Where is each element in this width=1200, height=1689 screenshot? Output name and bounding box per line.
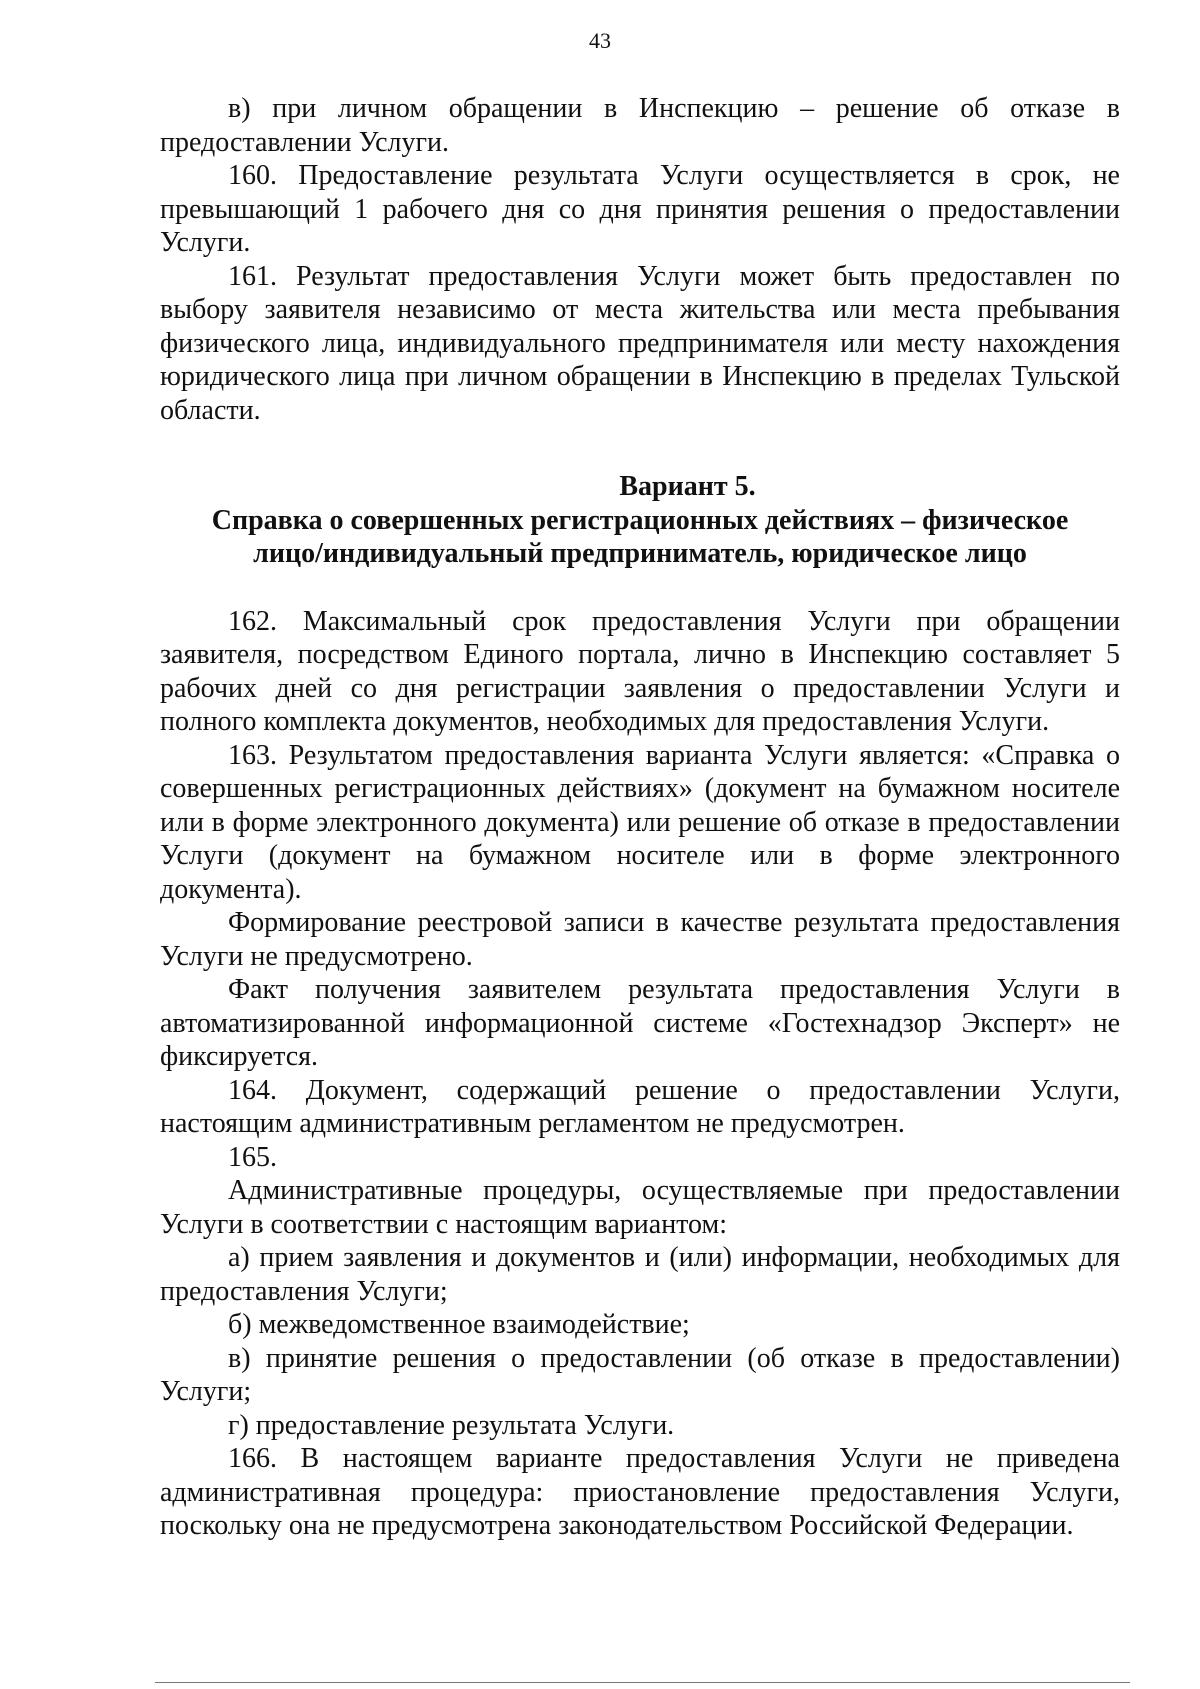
paragraph-160: 160. Предоставление результата Услуги осуществляется в срок, не превышающий 1 рабочего дня со дня принятия решения о предоставлении Услуги. <box>160 160 1120 258</box>
paragraph-164: 164. Документ, содержащий решение о предоставлении Услуги, настоящим административным регламентом не предусмотрен. <box>160 1074 1120 1139</box>
section-subtitle-line-1: Справка о совершенных регистрационных действиях – физическое <box>211 504 1069 536</box>
paragraph-163: 163. Результатом предоставления варианта Услуги является: «Справка о совершенных регистрационных действиях» (документ на бумажном носителе или в форме электронного документа) или решение об отказе в предоставлении Услуги (документ на бумажном носителе или в форме электронного документа). <box>160 739 1120 905</box>
page-number: 43 <box>589 28 611 53</box>
paragraph-166: 166. В настоящем варианте предоставления Услуги не приведена административная процедура: приостановление предоставления Услуги, поскольку она не предусмотрена законодательством Российской Федерации. <box>160 1443 1120 1541</box>
section-title: Вариант 5. <box>619 471 756 502</box>
paragraph-v-inspection: в) при личном обращении в Инспекцию – решение об отказе в предоставлении Услуги. <box>160 93 1120 158</box>
list-item-v: в) принятие решения о предоставлении (об отказе в предоставлении) Услуги; <box>160 1342 1120 1407</box>
section-heading <box>160 470 1120 571</box>
heading-spacer <box>160 571 1120 605</box>
section-subtitle-line-2: лицо/индивидуальный предприниматель, юридическое лицо <box>253 538 1027 569</box>
list-item-a: а) прием заявления и документов и (или) информации, необходимых для предоставления Услуги; <box>160 1242 1120 1307</box>
list-item-b: б) межведомственное взаимодействие; <box>228 1309 690 1340</box>
paragraph-registry: Формирование реестровой записи в качестве результата предоставления Услуги не предусмотрено. <box>160 907 1120 972</box>
paragraph-procedures: Административные процедуры, осуществляемые при предоставлении Услуги в соответствии с настоящим вариантом: <box>160 1175 1120 1240</box>
paragraph-162: 162. Максимальный срок предоставления Услуги при обращении заявителя, посредством Единого портала, лично в Инспекцию составляет 5 рабочих дней со дня регистрации заявления о предоставлении Услуги и полного комплекта документов, необходимых для предоставления Услуги. <box>160 605 1120 737</box>
list-item-g: г) предоставление результата Услуги. <box>228 1409 675 1441</box>
paragraph-165: 165. <box>228 1141 277 1173</box>
footer-rule <box>155 1682 1130 1683</box>
paragraph-161: 161. Результат предоставления Услуги может быть предоставлен по выбору заявителя независимо от места жительства или места пребывания физического лица, индивидуального предпринимателя или месту нахождения юридического лица при личном обращении в Инспекцию в пределах Тульской области. <box>160 260 1120 426</box>
document-body <box>160 92 1120 1543</box>
paragraph-fact: Факт получения заявителем результата предоставления Услуги в автоматизированной информационной системе «Гостехнадзор Эксперт» не фиксируется. <box>160 974 1120 1072</box>
